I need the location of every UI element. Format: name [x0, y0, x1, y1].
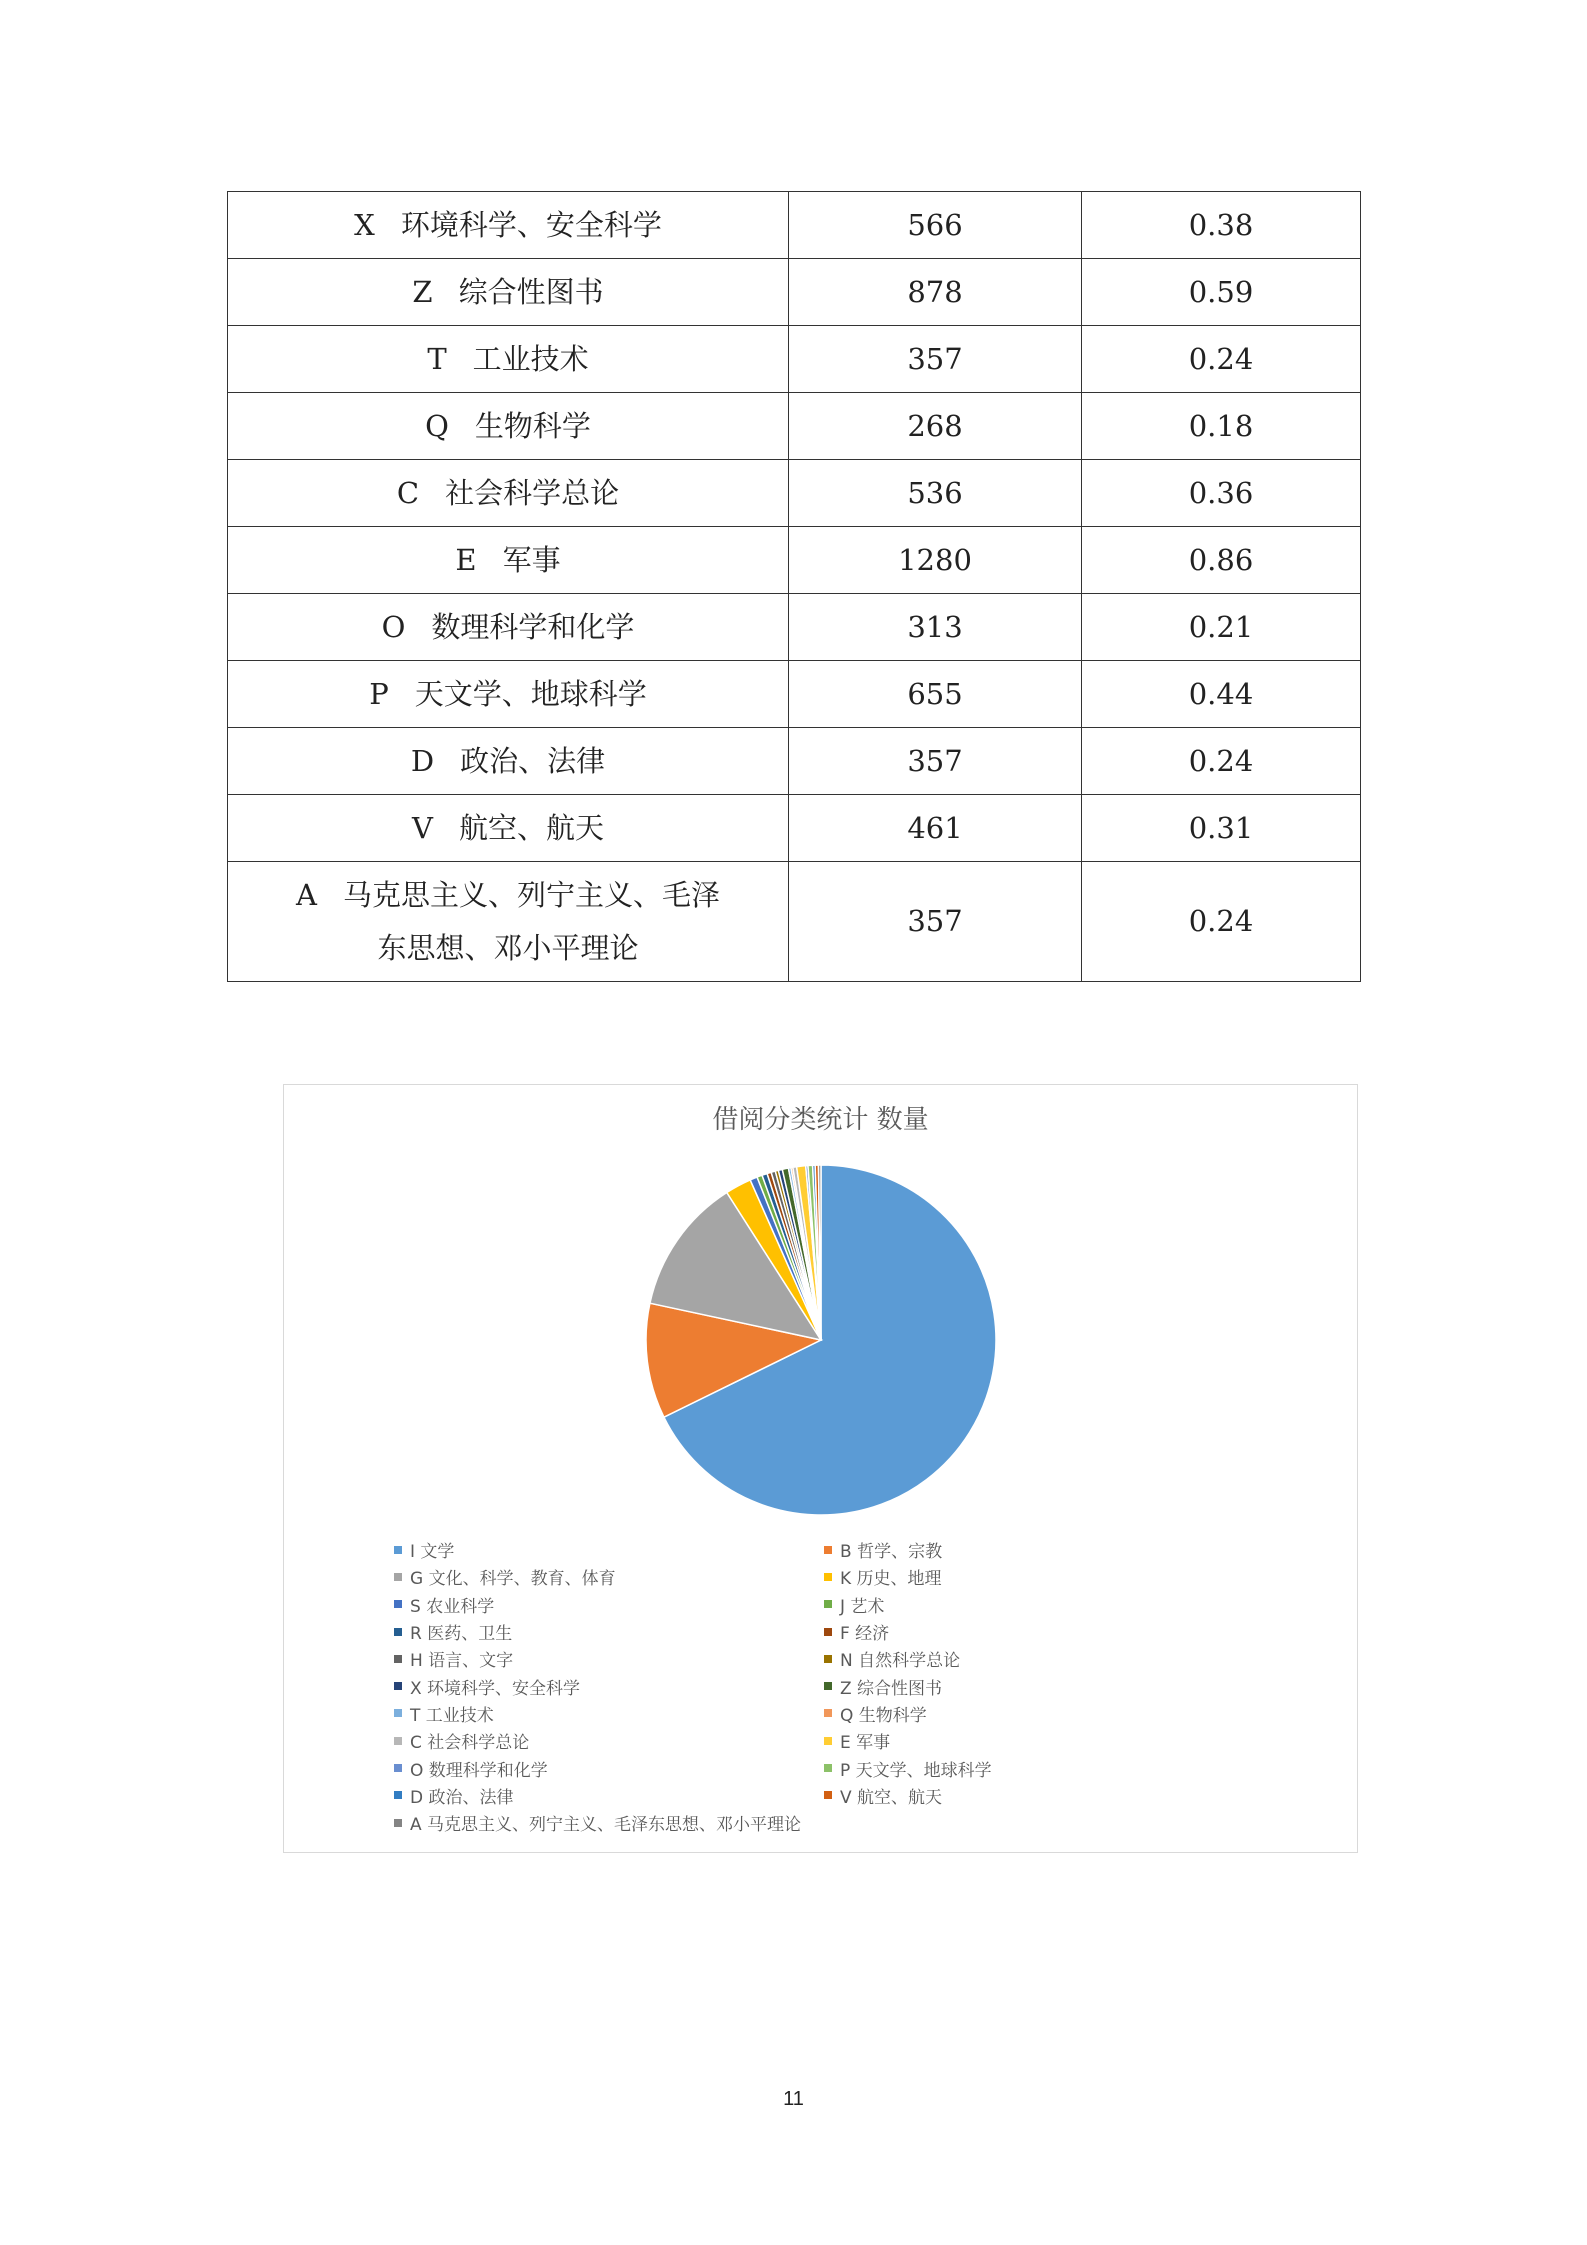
- category-cell: [228, 862, 789, 982]
- category-name: 综合性图书: [458, 274, 604, 309]
- count-cell: 655: [789, 661, 1082, 728]
- legend-label: V 航空、航天: [840, 1787, 943, 1808]
- legend-swatch: [824, 1573, 832, 1581]
- category-code: P: [369, 676, 389, 711]
- category-name-line2: 东思想、邓小平理论: [377, 930, 639, 965]
- legend-swatch: [394, 1600, 402, 1608]
- legend-item: [824, 1645, 1254, 1672]
- legend-label: Q 生物科学: [840, 1705, 927, 1726]
- category-code: Z: [412, 274, 433, 309]
- percent-cell: 0.31: [1082, 795, 1361, 862]
- legend-swatch: [824, 1600, 832, 1608]
- percent-cell: 0.36: [1082, 460, 1361, 527]
- table-row: [228, 192, 1361, 259]
- page-number: 11: [783, 2088, 804, 2110]
- percent-cell: 0.18: [1082, 393, 1361, 460]
- table-row: [228, 393, 1361, 460]
- legend-label: G 文化、科学、教育、体育: [410, 1569, 616, 1590]
- category-code: V: [412, 810, 433, 845]
- category-code: O: [381, 609, 406, 644]
- chart-title: 借阅分类统计 数量: [712, 1105, 929, 1135]
- category-name: 航空、航天: [458, 810, 604, 845]
- legend-label: J 艺术: [840, 1596, 885, 1617]
- legend-label: X 环境科学、安全科学: [410, 1678, 581, 1699]
- legend-swatch: [824, 1791, 832, 1799]
- legend-label: D 政治、法律: [410, 1787, 514, 1808]
- legend-swatch: [394, 1628, 402, 1636]
- legend-label: I 文学: [410, 1542, 455, 1563]
- category-cell: [228, 594, 789, 661]
- legend-label: N 自然科学总论: [840, 1651, 961, 1672]
- legend-item: [394, 1645, 824, 1672]
- legend-label: C 社会科学总论: [410, 1733, 530, 1754]
- legend-swatch: [824, 1737, 832, 1745]
- count-cell: 357: [789, 862, 1082, 982]
- category-name: 天文学、地球科学: [414, 676, 647, 711]
- category-cell: [228, 259, 789, 326]
- legend-swatch: [824, 1682, 832, 1690]
- count-cell: 313: [789, 594, 1082, 661]
- category-code: C: [396, 475, 420, 510]
- count-cell: 878: [789, 259, 1082, 326]
- legend-swatch: [824, 1764, 832, 1772]
- legend-label: K 历史、地理: [840, 1569, 942, 1590]
- table-row: [228, 527, 1361, 594]
- legend-swatch: [394, 1791, 402, 1799]
- percent-cell: 0.24: [1082, 862, 1361, 982]
- category-code: D: [410, 743, 435, 778]
- legend-label: A 马克思主义、列宁主义、毛泽东思想、邓小平理论: [410, 1815, 802, 1836]
- legend-item: [394, 1672, 824, 1699]
- category-code: E: [455, 542, 477, 577]
- legend-item: [394, 1809, 1254, 1836]
- legend-label: T 工业技术: [410, 1705, 494, 1726]
- legend-label: R 医药、卫生: [410, 1624, 513, 1645]
- category-name: 环境科学、安全科学: [400, 207, 662, 242]
- legend-item: [824, 1700, 1254, 1727]
- table-row: [228, 460, 1361, 527]
- category-cell: [228, 527, 789, 594]
- legend-swatch: [394, 1737, 402, 1745]
- legend-item: [824, 1536, 1254, 1563]
- percent-cell: 0.38: [1082, 192, 1361, 259]
- legend-item: [394, 1782, 824, 1809]
- legend-item: [394, 1591, 824, 1618]
- category-code: X: [354, 207, 375, 242]
- category-name-line1: [242, 869, 774, 922]
- table-row: [228, 259, 1361, 326]
- legend-item: [394, 1536, 824, 1563]
- legend-swatch: [824, 1655, 832, 1663]
- category-cell: [228, 192, 789, 259]
- category-code: T: [427, 341, 447, 376]
- category-code: Q: [425, 408, 449, 443]
- legend-label: F 经济: [840, 1624, 890, 1645]
- percent-cell: 0.86: [1082, 527, 1361, 594]
- category-cell: [228, 393, 789, 460]
- category-name: 工业技术: [472, 341, 589, 376]
- legend-item: [394, 1754, 824, 1781]
- table-body: [228, 192, 1361, 982]
- category-code: A: [296, 877, 317, 912]
- category-cell: [228, 661, 789, 728]
- legend-item: [824, 1591, 1254, 1618]
- legend-swatch: [394, 1546, 402, 1554]
- legend-label: P 天文学、地球科学: [840, 1760, 992, 1781]
- percent-cell: 0.44: [1082, 661, 1361, 728]
- table-row: [228, 795, 1361, 862]
- legend-swatch: [394, 1573, 402, 1581]
- legend-label: H 语言、文字: [410, 1651, 514, 1672]
- table-row: [228, 594, 1361, 661]
- legend-label: E 军事: [840, 1733, 891, 1754]
- category-cell: [228, 795, 789, 862]
- percent-cell: 0.21: [1082, 594, 1361, 661]
- table-row: [228, 862, 1361, 982]
- legend-swatch: [824, 1709, 832, 1717]
- category-name: 社会科学总论: [445, 475, 620, 510]
- chart-legend: [394, 1536, 1254, 1836]
- legend-swatch: [394, 1819, 402, 1827]
- table-row: [228, 728, 1361, 795]
- category-cell: [228, 326, 789, 393]
- legend-swatch: [394, 1682, 402, 1690]
- legend-swatch: [824, 1546, 832, 1554]
- category-name: 军事: [502, 542, 561, 577]
- legend-item: [824, 1727, 1254, 1754]
- legend-item: [394, 1618, 824, 1645]
- count-cell: 357: [789, 728, 1082, 795]
- count-cell: 357: [789, 326, 1082, 393]
- category-name: 数理科学和化学: [431, 609, 635, 644]
- count-cell: 268: [789, 393, 1082, 460]
- category-name: 生物科学: [474, 408, 591, 443]
- percent-cell: 0.24: [1082, 728, 1361, 795]
- legend-item: [394, 1700, 824, 1727]
- legend-label: O 数理科学和化学: [410, 1760, 548, 1781]
- percent-cell: 0.24: [1082, 326, 1361, 393]
- category-name: 政治、法律: [460, 743, 606, 778]
- legend-item: [394, 1563, 824, 1590]
- category-name: 马克思主义、列宁主义、毛泽: [342, 877, 720, 912]
- legend-swatch: [394, 1709, 402, 1717]
- legend-item: [394, 1727, 824, 1754]
- borrow-stats-table: [227, 191, 1361, 982]
- category-cell: [228, 728, 789, 795]
- count-cell: 566: [789, 192, 1082, 259]
- percent-cell: 0.59: [1082, 259, 1361, 326]
- count-cell: 536: [789, 460, 1082, 527]
- legend-swatch: [394, 1655, 402, 1663]
- legend-label: S 农业科学: [410, 1596, 495, 1617]
- count-cell: 1280: [789, 527, 1082, 594]
- legend-item: [824, 1782, 1254, 1809]
- legend-item: [824, 1618, 1254, 1645]
- legend-label: B 哲学、宗教: [840, 1542, 943, 1563]
- table-row: [228, 326, 1361, 393]
- legend-label: Z 综合性图书: [840, 1678, 943, 1699]
- count-cell: 461: [789, 795, 1082, 862]
- category-cell: [228, 460, 789, 527]
- legend-swatch: [824, 1628, 832, 1636]
- legend-item: [824, 1563, 1254, 1590]
- table-row: [228, 661, 1361, 728]
- legend-swatch: [394, 1764, 402, 1772]
- pie-chart: [283, 1084, 1358, 1853]
- legend-item: [824, 1754, 1254, 1781]
- legend-item: [824, 1672, 1254, 1699]
